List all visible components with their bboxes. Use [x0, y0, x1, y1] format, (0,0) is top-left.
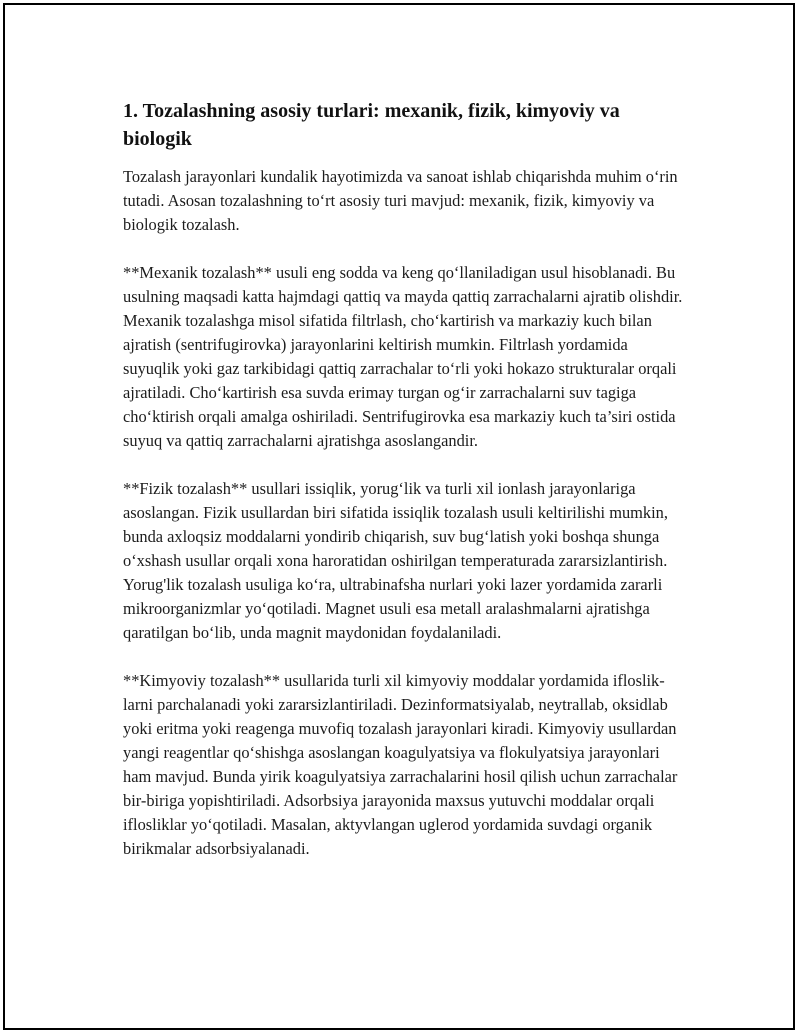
document-body — [123, 97, 688, 885]
physical-cleaning-paragraph: **Fizik tozalash** usullari issiqlik, yorug‘lik va turli xil ionlash jarayonlariga asoslangan. Fizik usullardan biri sifatida issiqlik tozalash usuli keltirilishi mumkin, bunda axloqsiz moddalarni yondirib chiqarish, suv bug‘latish yoki boshqa shunga o‘xshash usullar orqali xona haroratidan oshirilgan temperaturada zararsizlantirish. Yorug'lik tozalash usuliga ko‘ra, ultrabinafsha nurlari yoki lazer yordamida zararli mikroorganizmlar yo‘qotiladi. Magnet usuli esa metall aralashmalarni ajratishga qaratilgan bo‘lib, unda magnit maydonidan foydalaniladi. — [123, 479, 668, 642]
page-border — [3, 3, 795, 1030]
chemical-cleaning-paragraph: **Kimyoviy tozalash** usullarida turli xil kimyoviy moddalar yordamida iflosliklarni parchalanadi yoki zararsizlantiriladi. Dezinformatsiyalab, neytrallab, oksidlab yoki eritma yoki reagenga muvofiq tozalash jarayonlari kiradi. Kimyoviy usullardan yangi reagentlar qo‘shishga asoslangan koagulyatsiya va flokulyatsiya jarayonlari ham mavjud. Bunda yirik koagulyatsiya zarrachalarini hosil qilish uchun zarrachalar bir-biriga yopishtiriladi. Adsorbsiya jarayonida maxsus yutuvchi moddalar orqali iflosliklar yo‘qotiladi. Masalan, aktyvlangan uglerod yordamida suvdagi organik birikmalar adsorbsiyalanadi. — [123, 671, 678, 858]
section-heading: 1. Tozalashning asosiy turlari: mexanik, fizik, kimyoviy va biologik — [123, 100, 620, 150]
mechanical-cleaning-paragraph: **Mexanik tozalash** usuli eng sodda va keng qo‘llaniladigan usul hisoblanadi. Bu usulning maqsadi katta hajmdagi qattiq va mayda qattiq zarrachalarni ajratib olishdir. Mexanik tozalashga misol sifatida filtrlash, cho‘kartirish va markaziy kuch bilan ajratish (sentrifugirovka) jarayonlarini keltirish mumkin. Filtrlash yordamida suyuqlik yoki gaz tarkibidagi qattiq zarrachalar to‘rli yoki hokazo strukturalar orqali ajratiladi. Cho‘kartirish esa suvda erimay turgan og‘ir zarrachalarni suv tagiga cho‘ktirish orqali amalga oshiriladi. Sentrifugirovka esa markaziy kuch ta’siri ostida suyuq va qattiq zarrachalarni ajratishga asoslangandir. — [123, 263, 683, 450]
intro-paragraph: Tozalash jarayonlari kundalik hayotimizda va sanoat ishlab chiqarishda muhim o‘rin tutadi. Asosan tozalashning to‘rt asosiy turi mavjud: mexanik, fizik, kimyoviy va biologik tozalash. — [123, 167, 678, 234]
